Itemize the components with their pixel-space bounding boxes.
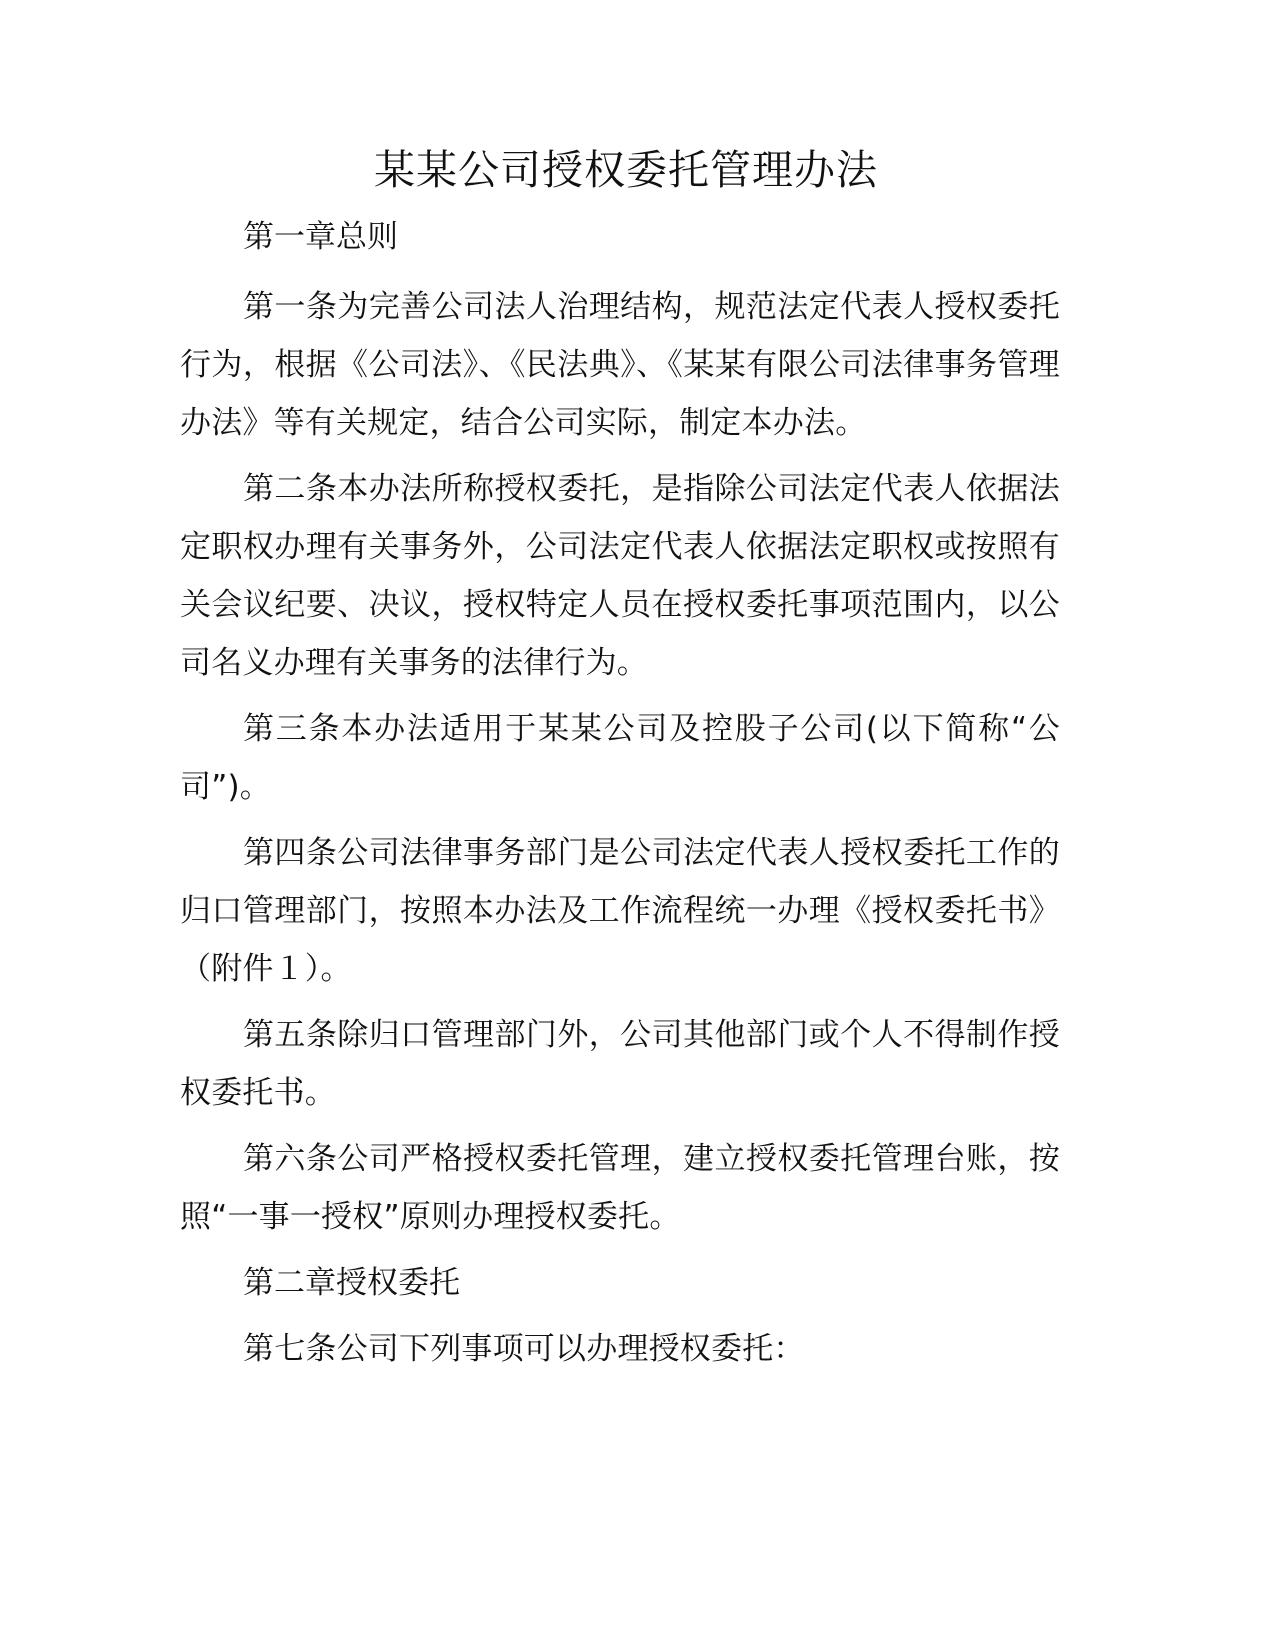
article-4: 第四条公司法律事务部门是公司法定代表人授权委托工作的归口管理部门，按照本办法及工作流程统一办理《授权委托书》（附件１）。 bbox=[180, 835, 1060, 987]
article-6: 第六条公司严格授权委托管理，建立授权委托管理台账，按照“一事一授权”原则办理授权委托。 bbox=[180, 1141, 1060, 1235]
article-7: 第七条公司下列事项可以办理授权委托： bbox=[243, 1331, 805, 1367]
article-1: 第一条为完善公司法人治理结构，规范法定代表人授权委托行为，根据《公司法》、《民法典》、《某某有限公司法律事务管理办法》等有关规定，结合公司实际，制定本办法。 bbox=[180, 289, 1060, 441]
document-body bbox=[180, 142, 1060, 1378]
chapter-heading-2: 第二章授权委托 bbox=[243, 1265, 460, 1301]
chapter-heading-1: 第一章总则 bbox=[243, 219, 398, 255]
article-2: 第二条本办法所称授权委托，是指除公司法定代表人依据法定职权办理有关事务外，公司法定代表人依据法定职权或按照有关会议纪要、决议，授权特定人员在授权委托事项范围内，以公司名义办理有关事务的法律行为。 bbox=[180, 471, 1060, 681]
document-title: 某某公司授权委托管理办法 bbox=[374, 146, 878, 194]
article-5: 第五条除归口管理部门外，公司其他部门或个人不得制作授权委托书。 bbox=[180, 1017, 1060, 1111]
article-3: 第三条本办法适用于某某公司及控股子公司(以下简称“公司”)。 bbox=[180, 711, 1060, 805]
